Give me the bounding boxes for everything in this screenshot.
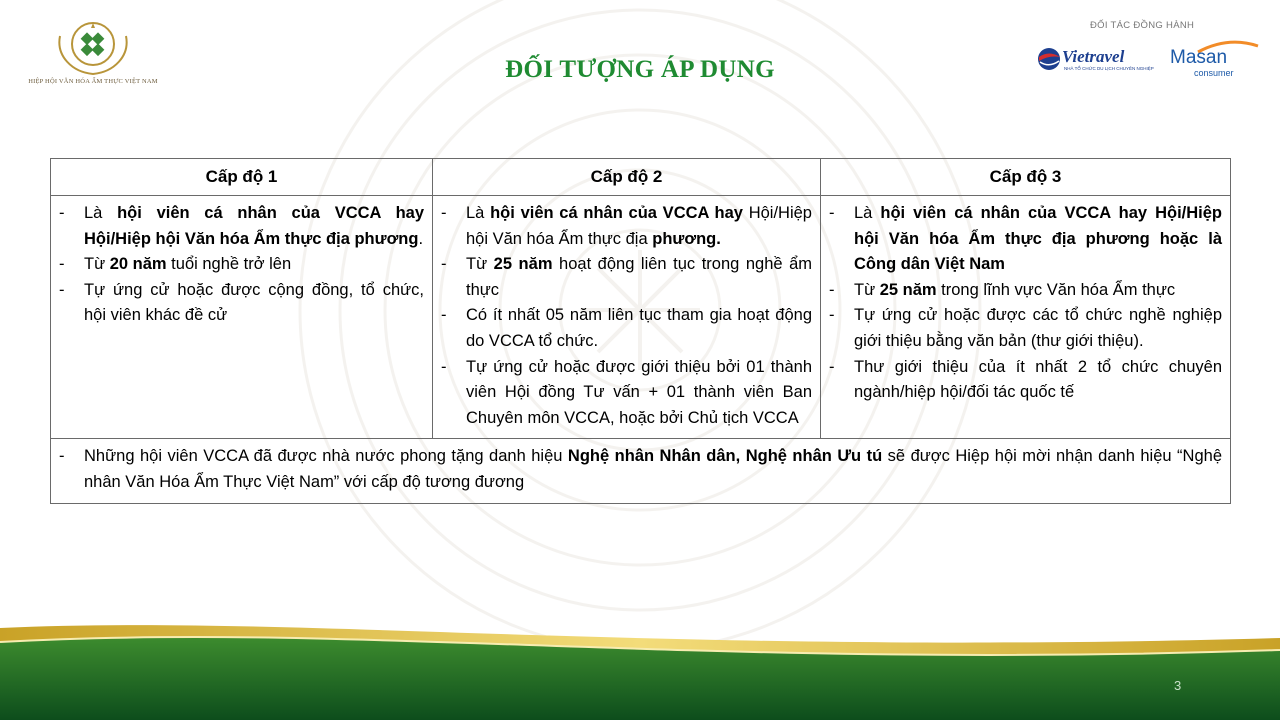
item-text: sẽ được Hiệp hội mời nhận danh hiệu “Nghệ nhân Văn Hóa Ẩm Thực Việt Nam” với cấp độ tương đương <box>84 447 1222 491</box>
list-item <box>441 303 812 354</box>
emphasis-text: phương. <box>652 229 721 248</box>
bullet-dash: - <box>59 447 65 466</box>
bullet-dash: - <box>441 255 447 274</box>
item-text: Là <box>466 204 491 222</box>
item-text: Có ít nhất 05 năm liên tục tham gia hoạt động do VCCA tổ chức. <box>466 306 812 350</box>
vietravel-tagline: NHÀ TỔ CHỨC DU LỊCH CHUYÊN NGHIỆP <box>1064 66 1154 71</box>
item-text: Hội/Hiệp hội Văn hóa Ẩm thực địa <box>466 204 812 248</box>
item-text: trong lĩnh vực Văn hóa Ẩm thực <box>936 280 1176 299</box>
level-1-criteria <box>51 196 433 439</box>
criteria-list <box>59 201 424 329</box>
item-text: Là <box>84 204 118 222</box>
bullet-dash: - <box>59 255 65 274</box>
item-text: Tự ứng cử hoặc được giới thiệu bởi 01 thành viên Hội đồng Tư vấn + 01 thành viên Ban Chuyên môn VCCA, hoặc bởi Chủ tịch VCCA <box>466 357 812 427</box>
item-text: tuổi nghề trở lên <box>166 255 292 274</box>
list-item <box>59 278 424 329</box>
emphasis-text: Nghệ nhân Nhân dân, Nghệ nhân Ưu tú <box>567 447 883 466</box>
bullet-dash: - <box>441 357 447 376</box>
partners-label: ĐỐI TÁC ĐỒNG HÀNH <box>1090 20 1195 31</box>
header-level-3: Cấp độ 3 <box>821 159 1231 196</box>
honorary-note <box>51 439 1231 503</box>
page-number: 3 <box>1174 678 1182 693</box>
emphasis-text: 20 năm <box>109 255 167 274</box>
item-text: Tự ứng cử hoặc được các tổ chức nghề nghiệp giới thiệu bằng văn bản (thư giới thiệu). <box>854 306 1222 350</box>
item-text: . <box>418 229 424 248</box>
item-text: Thư giới thiệu của ít nhất 2 tổ chức chuyên ngành/hiệp hội/đối tác quốc tế <box>854 357 1222 402</box>
emphasis-text: hội viên cá nhân của VCCA hay Hội/Hiệp hội Văn hóa Ẩm thực địa phương <box>84 204 424 248</box>
item-text: Từ <box>84 255 110 274</box>
list-item <box>829 278 1222 304</box>
bullet-dash: - <box>59 280 65 299</box>
bullet-dash: - <box>441 306 447 325</box>
list-item <box>829 201 1222 278</box>
bullet-dash: - <box>59 204 65 222</box>
list-item <box>441 201 812 252</box>
masan-tagline: consumer <box>1194 68 1234 78</box>
table-row <box>51 196 1231 439</box>
list-item <box>829 355 1222 406</box>
logo-caption: HIỆP HỘI VĂN HÓA ẨM THỰC VIỆT NAM <box>28 78 158 85</box>
bullet-dash: - <box>441 204 447 222</box>
item-text: Là <box>854 204 881 222</box>
list-item <box>59 252 424 278</box>
header-level-2: Cấp độ 2 <box>433 159 821 196</box>
item-text: Tự ứng cử hoặc được cộng đồng, tổ chức, hội viên khác đề cử <box>84 280 424 325</box>
header-level-1: Cấp độ 1 <box>51 159 433 196</box>
emphasis-text: 25 năm <box>879 280 937 299</box>
criteria-list <box>441 201 812 431</box>
criteria-list <box>829 201 1222 406</box>
page-title: ĐỐI TƯỢNG ÁP DỤNG <box>505 56 775 83</box>
list-item <box>59 201 424 252</box>
vietravel-wordmark: Vietravel <box>1062 47 1125 66</box>
emphasis-text: 25 năm <box>493 255 553 274</box>
note-list <box>59 444 1222 495</box>
emphasis-text: hội viên cá nhân của VCCA hay Hội/Hiệp hội Văn hóa Ẩm thực địa phương hoặc là Công dân Việt Nam <box>854 204 1223 274</box>
level-2-criteria <box>433 196 821 439</box>
item-text: Từ <box>854 280 880 299</box>
eligibility-table <box>50 158 1231 504</box>
bullet-dash: - <box>829 204 835 222</box>
list-item <box>441 355 812 432</box>
bullet-dash: - <box>829 306 835 325</box>
item-text: hoạt động liên tục trong nghề ẩm thực <box>466 255 813 299</box>
level-3-criteria <box>821 196 1231 439</box>
list-item <box>829 303 1222 354</box>
table-row <box>51 439 1231 503</box>
list-item <box>59 444 1222 495</box>
bullet-dash: - <box>829 280 835 299</box>
item-text: Những hội viên VCCA đã được nhà nước phong tặng danh hiệu <box>84 447 568 466</box>
masan-wordmark: Masan <box>1170 47 1228 68</box>
table-header-row <box>51 159 1231 196</box>
list-item <box>441 252 812 303</box>
bullet-dash: - <box>829 357 835 376</box>
bottom-wave-decoration <box>0 612 1280 720</box>
item-text: Từ <box>466 255 494 274</box>
emphasis-text: hội viên cá nhân của VCCA hay <box>490 204 743 222</box>
